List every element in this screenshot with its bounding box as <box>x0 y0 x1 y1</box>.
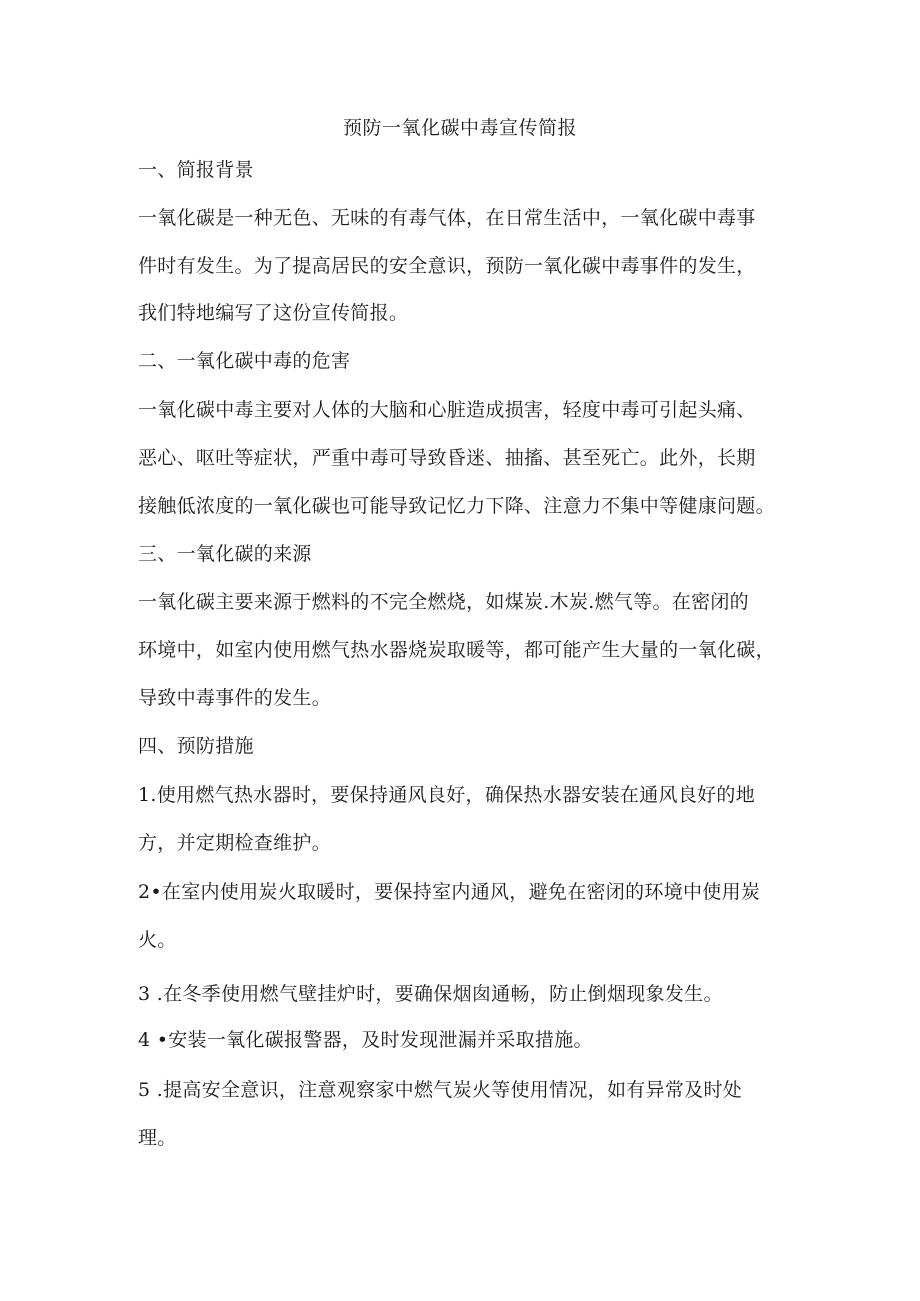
paragraph-line: 一氧化碳中毒主要对人体的大脑和心脏造成损害，轻度中毒可引起头痛、 <box>138 399 756 421</box>
paragraph-line: 我们特地编写了这份宣传简报。 <box>138 302 409 324</box>
list-item-line: 理。 <box>138 1127 177 1149</box>
paragraph-line: 恶心、呕吐等症状，严重中毒可导致昏迷、抽搐、甚至死亡。此外，长期 <box>138 447 756 469</box>
section-heading-hazards: 二、一氧化碳中毒的危害 <box>138 350 351 372</box>
paragraph-line: 环境中，如室内使用燃气热水器烧炭取暖等，都可能产生大量的一氧化碳， <box>138 639 775 661</box>
list-item-line: 1.使用燃气热水器时，要保持通风良好，确保热水器安装在通风良好的地 <box>138 784 756 806</box>
paragraph-line: 一氧化碳主要来源于燃料的不完全燃烧，如煤炭.木炭.燃气等。在密闭的 <box>138 591 749 613</box>
list-item-line: 3 .在冬季使用燃气壁挂炉时，要确保烟囱通畅，防止倒烟现象发生。 <box>138 983 723 1005</box>
list-item-line: 4 •安装一氧化碳报警器，及时发现泄漏并采取措施。 <box>138 1029 593 1051</box>
paragraph-line: 接触低浓度的一氧化碳也可能导致记忆力下降、注意力不集中等健康问题。 <box>138 495 775 517</box>
document-title: 预防一氧化碳中毒宣传简报 <box>342 117 577 139</box>
list-item-line: 方，并定期检查维护。 <box>138 832 332 854</box>
paragraph-line: 一氧化碳是一种无色、无味的有毒气体，在日常生活中，一氧化碳中毒事 <box>138 207 756 229</box>
section-heading-prevention: 四、预防措施 <box>138 735 254 757</box>
paragraph-line: 件时有发生。为了提高居民的安全意识，预防一氧化碳中毒事件的发生， <box>138 255 756 277</box>
list-item-line: 火。 <box>138 929 177 951</box>
paragraph-line: 导致中毒事件的发生。 <box>138 687 332 709</box>
section-heading-sources: 三、一氧化碳的来源 <box>138 543 312 565</box>
section-heading-background: 一、简报背景 <box>138 159 254 181</box>
list-item-line: 2•在室内使用炭火取暖时，要保持室内通风，避免在密闭的环境中使用炭 <box>138 881 761 903</box>
list-item-line: 5 .提高安全意识，注意观察家中燃气炭火等使用情况，如有异常及时处 <box>138 1079 743 1101</box>
